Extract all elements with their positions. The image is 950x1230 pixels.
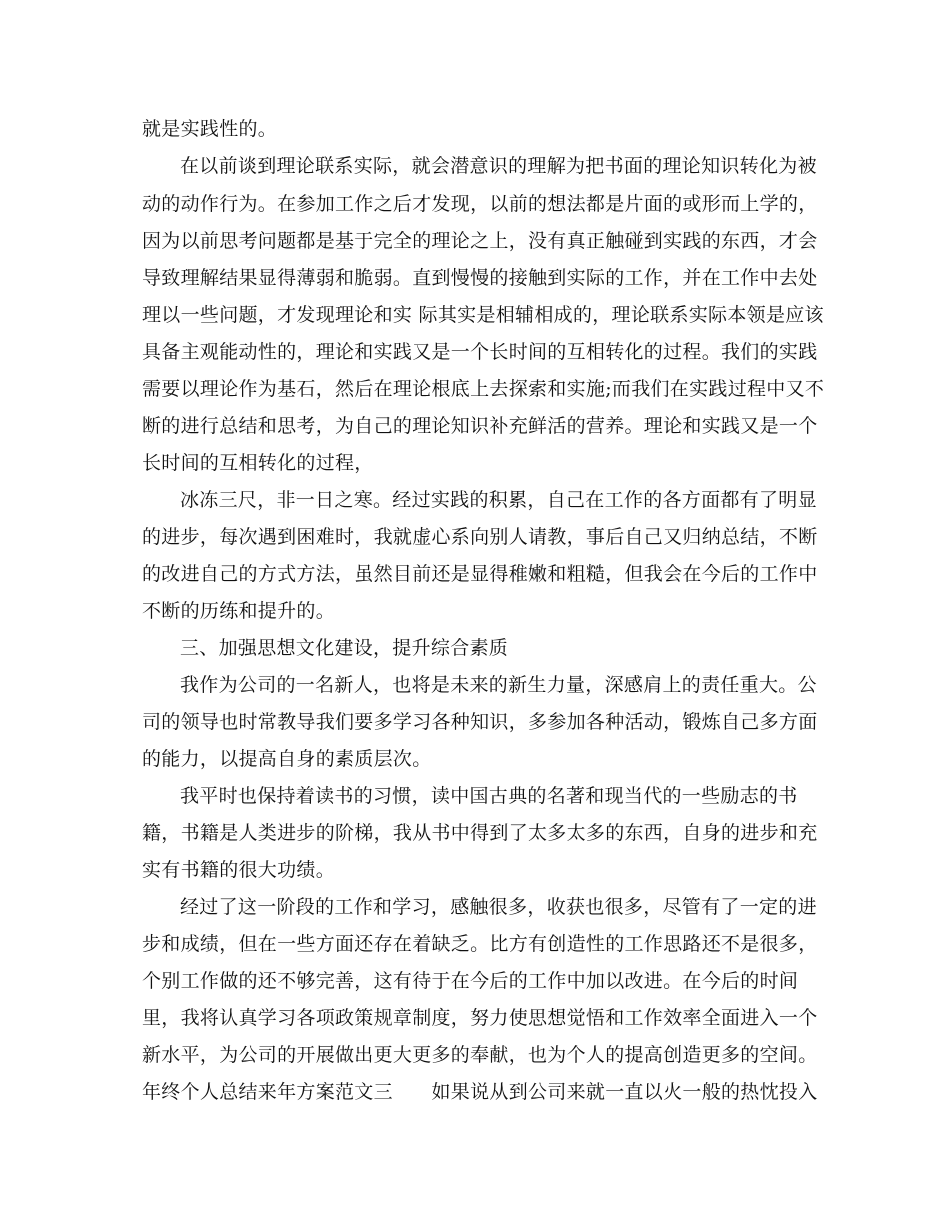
text-line: 年终个人总结来年方案范文三 如果说从到公司来就一直以火一般的热忱投入	[142, 1081, 818, 1103]
text-line: 动的动作行为。在参加工作之后才发现，以前的想法都是片面的或形而上学的，	[142, 193, 818, 215]
text-line: 个别工作做的还不够完善，这有待于在今后的工作中加以改进。在今后的时间	[142, 970, 799, 992]
text-line: 长时间的互相转化的过程，	[142, 452, 374, 474]
paragraph-start-line: 冰冻三尺，非一日之寒。经过实践的积累，自己在工作的各方面都有了明显	[180, 489, 817, 511]
text-line: 里，我将认真学习各项政策规章制度，努力使思想觉悟和工作效率全面进入一个	[142, 1007, 818, 1029]
text-line: 司的领导也时常教导我们要多学习各种知识，多参加各种活动，锻炼自己多方面	[142, 711, 818, 733]
text-line: 实有书籍的很大功绩。	[142, 859, 336, 881]
paragraph-start-line: 我平时也保持着读书的习惯，读中国古典的名著和现当代的一些励志的书	[180, 785, 798, 807]
text-line: 的改进自己的方式方法，虽然目前还是显得稚嫩和粗糙，但我会在今后的工作中	[142, 563, 818, 585]
text-line: 的能力，以提高自身的素质层次。	[142, 748, 432, 770]
text-line: 不断的历练和提升的。	[142, 600, 336, 622]
text-line: 步和成绩，但在一些方面还存在着缺乏。比方有创造性的工作思路还不是很多，	[142, 933, 818, 955]
text-line: 就是实践性的。	[142, 118, 278, 140]
text-line: 具备主观能动性的，理论和实践又是一个长时间的互相转化的过程。我们的实践	[142, 341, 818, 363]
text-line: 导致理解结果显得薄弱和脆弱。直到慢慢的接触到实际的工作，并在工作中去处	[142, 267, 818, 289]
text-line: 因为以前思考问题都是基于完全的理论之上，没有真正触碰到实践的东西，才会	[142, 230, 818, 252]
text-line: 新水平，为公司的开展做出更大更多的奉献，也为个人的提高创造更多的空间。	[142, 1044, 818, 1066]
text-line: 需要以理论作为基石，然后在理论根底上去探索和实施;而我们在实践过程中又不	[142, 378, 825, 400]
text-line: 理以一些问题，才发现理论和实 际其实是相辅相成的，理论联系实际本领是应该	[142, 304, 824, 326]
text-line: 断的进行总结和思考，为自己的理论知识补充鲜活的营养。理论和实践又是一个	[142, 415, 818, 437]
paragraph-start-line: 在以前谈到理论联系实际，就会潜意识的理解为把书面的理论知识转化为被	[180, 155, 817, 177]
paragraph-start-line: 经过了这一阶段的工作和学习，感触很多，收获也很多，尽管有了一定的进	[180, 896, 817, 918]
paragraph-start-line: 我作为公司的一名新人，也将是未来的新生力量，深感肩上的责任重大。公	[180, 674, 817, 696]
section-heading: 三、加强思想文化建设，提升综合素质	[180, 637, 509, 659]
text-line: 籍，书籍是人类进步的阶梯，我从书中得到了太多太多的东西，自身的进步和充	[142, 822, 818, 844]
text-line: 的进步，每次遇到困难时，我就虚心系向别人请教，事后自己又归纳总结，不断	[142, 526, 818, 548]
